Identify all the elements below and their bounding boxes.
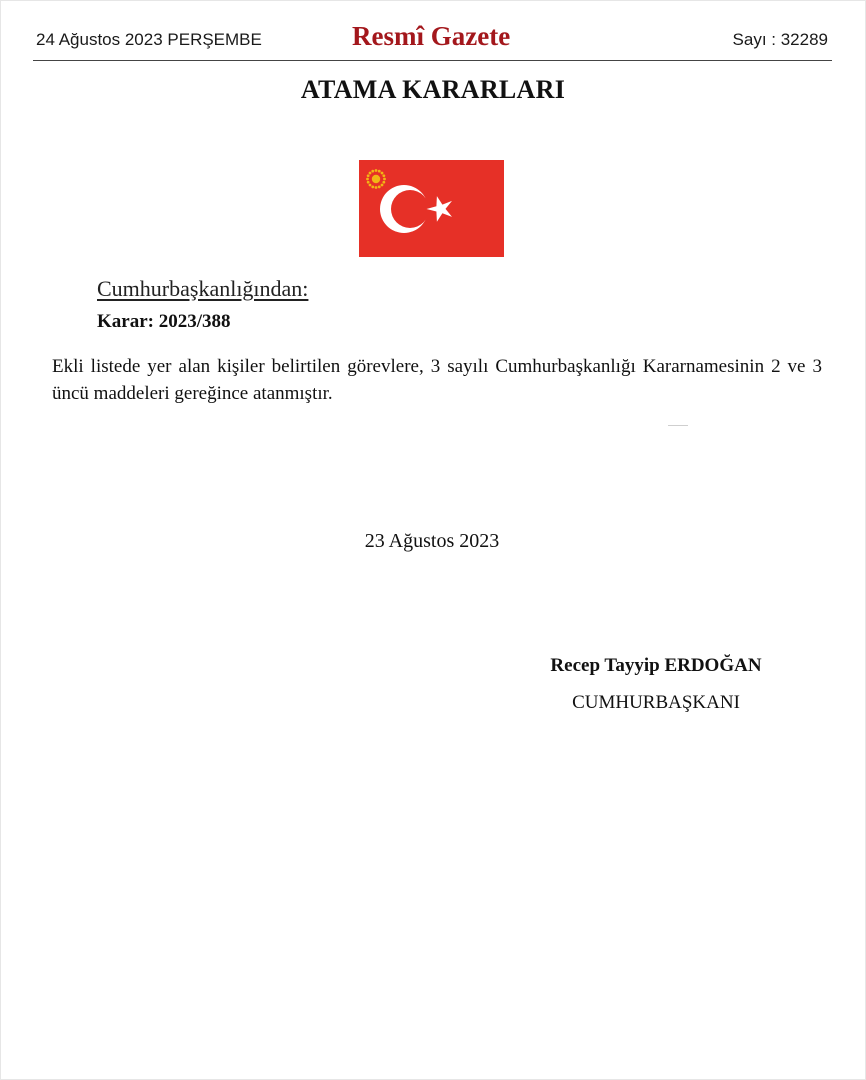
decision-date bbox=[0, 530, 866, 553]
decision-number: Karar: 2023/388 bbox=[97, 311, 231, 332]
signatory-name: Recep Tayyip ERDOĞAN bbox=[550, 655, 762, 676]
masthead-title: Resmî Gazete bbox=[352, 21, 511, 51]
header-date: 24 Ağustos 2023 PERŞEMBE bbox=[36, 30, 262, 49]
decision-date-text: 23 Ağustos 2023 bbox=[364, 530, 500, 552]
presidential-flag-icon bbox=[359, 160, 504, 257]
issuer-heading: Cumhurbaşkanlığından: bbox=[97, 276, 309, 301]
section-title: ATAMA KARARLARI bbox=[300, 75, 566, 104]
decision-body-text: Ekli listede yer alan kişiler belirtilen görevlere, 3 sayılı Cumhurbaşkanlığı Kararnamesinin 2 ve 3 üncü maddeleri gereğince atanmıştır. bbox=[52, 356, 822, 404]
signatory-title: CUMHURBAŞKANI bbox=[572, 692, 740, 713]
header-divider bbox=[33, 60, 832, 61]
issue-number: Sayı : 32289 bbox=[732, 30, 828, 49]
divider-mark bbox=[668, 425, 688, 426]
